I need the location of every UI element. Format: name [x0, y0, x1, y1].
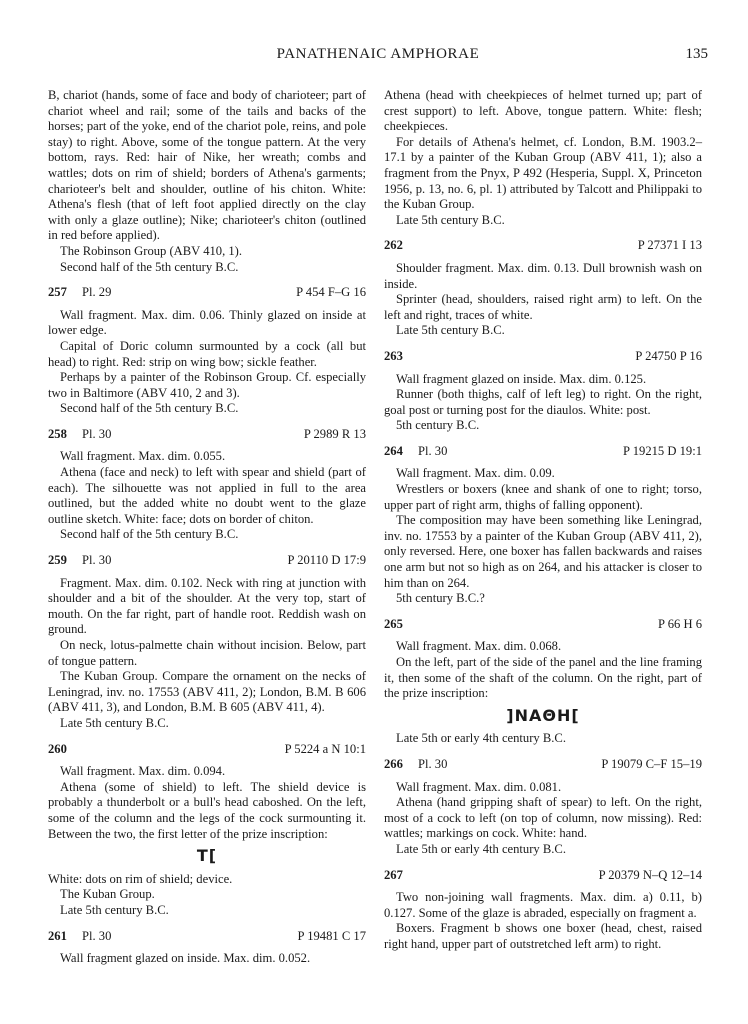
inventory-ref: P 66 H 6 — [658, 616, 702, 631]
entry-number: 261 — [48, 928, 67, 943]
entry-heading — [384, 617, 702, 633]
inventory-ref: P 19481 C 17 — [297, 928, 366, 943]
entry-heading — [48, 929, 366, 945]
entry-number: 264 — [384, 443, 403, 458]
left-column — [48, 88, 366, 967]
inventory-ref: P 20379 N–Q 12–14 — [598, 867, 702, 882]
entry-heading — [384, 868, 702, 884]
paragraph: White: dots on rim of shield; device. — [48, 871, 233, 886]
catalog-entry-263 — [384, 349, 702, 434]
entry-number: 267 — [384, 867, 403, 882]
entry-heading — [48, 742, 366, 758]
entry-number: 260 — [48, 741, 67, 756]
paragraph: Wall fragment glazed on inside. Max. dim. 0.125. — [396, 371, 647, 386]
page-header — [48, 46, 708, 68]
paragraph: The Robinson Group (ABV 410, 1). — [60, 243, 243, 258]
continued-entry — [48, 88, 366, 275]
catalog-entry-261 — [48, 929, 366, 967]
inventory-ref: P 24750 P 16 — [635, 348, 702, 363]
right-column — [384, 88, 702, 953]
catalog-entry-264 — [384, 444, 702, 607]
inventory-ref: P 19079 C–F 15–19 — [601, 756, 702, 771]
inventory-ref: P 2989 R 13 — [303, 426, 366, 441]
paragraph: Wall fragment. Max. dim. 0.094. — [60, 764, 226, 779]
paragraph: Wall fragment. Max. dim. 0.06. Thinly glazed on inside at lower edge. — [48, 307, 366, 338]
entry-number: 262 — [384, 238, 403, 253]
paragraph: Second half of the 5th century B.C. — [60, 401, 239, 416]
paragraph: Athena (hand gripping shaft of spear) to left. On the right, most of a cock to left (on top of column, now missing). Red: wattles; markings on cock. White: hand. — [384, 795, 702, 841]
paragraph: Late 5th or early 4th century B.C. — [396, 841, 566, 856]
paragraph: Athena (face and neck) to left with spear and shield (part of each). The silhouette was not applied in full to the area outlined, but the added white no doubt went to the glaze outline sketch. White: face; dots on border of chiton. — [48, 465, 366, 526]
paragraph: Late 5th century B.C. — [396, 212, 505, 227]
entry-heading — [48, 553, 366, 569]
paragraph: The Kuban Group. — [60, 887, 155, 902]
paragraph: Capital of Doric column surmounted by a cock (all but head) to right. Red: strip on wing bow; sickle feather. — [48, 338, 366, 369]
entry-heading — [384, 349, 702, 365]
plate-ref: Pl. 30 — [82, 426, 112, 441]
entry-number: 258 — [48, 426, 67, 441]
paragraph: Fragment. Max. dim. 0.102. Neck with ring at junction with shoulder and a bit of the shoulder. At the very top, start of mouth. On the far right, part of handle root. Reddish wash on ground. — [48, 575, 366, 637]
paragraph: Shoulder fragment. Max. dim. 0.13. Dull brownish wash on inside. — [384, 260, 702, 291]
paragraph: For details of Athena's helmet, cf. London, B.M. 1903.2–17.1 by a painter of the Kuban Group (ABV 411, 1); also a fragment from the Pnyx, P 492 (Hesperia, Suppl. X, Princeton 1956, p. 13, no. 6, pl. 1) attributed by Talcott and Philippaki to the Kuban Group. — [384, 134, 702, 212]
prize-inscription: ]NAΘH[ — [506, 705, 580, 725]
inventory-ref: P 19215 D 19:1 — [623, 443, 702, 458]
paragraph: The Kuban Group. Compare the ornament on the necks of Leningrad, inv. no. 17553 (ABV 411, 2); London, B.M. B 606 (ABV 411, 3), and London, B.M. B 605 (ABV 411, 4). — [48, 669, 366, 715]
paragraph: On neck, lotus-palmette chain without incision. Below, part of tongue pattern. — [48, 638, 366, 668]
prize-inscription: T[ — [196, 846, 218, 866]
paragraph: Wrestlers or boxers (knee and shank of one to right; torso, upper part of right arm, thighs of falling opponent). — [384, 482, 702, 512]
catalog-entry-259 — [48, 553, 366, 732]
paragraph: Late 5th century B.C. — [60, 902, 169, 917]
paragraph: 5th century B.C.? — [396, 591, 485, 606]
inventory-ref: P 454 F–G 16 — [296, 285, 366, 300]
plate-ref: Pl. 30 — [418, 443, 448, 458]
entry-heading — [48, 427, 366, 443]
catalog-entry-266 — [384, 757, 702, 858]
paragraph: Second half of the 5th century B.C. — [60, 527, 239, 542]
paragraph: Late 5th century B.C. — [396, 323, 505, 338]
running-title: PANATHENAIC AMPHORAE — [276, 46, 480, 62]
paragraph: Wall fragment. Max. dim. 0.081. — [396, 779, 562, 794]
catalog-entry-257 — [48, 285, 366, 417]
catalog-entry-262 — [384, 238, 702, 339]
entry-number: 266 — [384, 756, 403, 771]
page-number: 135 — [685, 46, 708, 62]
paragraph: Sprinter (head, shoulders, raised right arm) to left. On the left and right, traces of white. — [384, 292, 702, 322]
paragraph: Athena (head with cheekpieces of helmet turned up; part of crest support) to left. Above, tongue pattern. White: flesh; cheekpieces. — [384, 88, 702, 134]
paragraph: Runner (both thighs, calf of left leg) to right. On the right, goal post or turning post for the diaulos. White: post. — [384, 387, 702, 417]
continued-entry — [384, 88, 702, 228]
entry-heading — [384, 757, 702, 773]
paragraph: Wall fragment glazed on inside. Max. dim. 0.052. — [60, 951, 311, 966]
entry-number: 259 — [48, 553, 67, 568]
inventory-ref: P 20110 D 17:9 — [287, 553, 366, 568]
paragraph: 5th century B.C. — [396, 418, 480, 433]
entry-heading — [384, 238, 702, 254]
inventory-ref: P 5224 a N 10:1 — [284, 741, 366, 756]
catalog-entry-267 — [384, 868, 702, 953]
paragraph: Second half of the 5th century B.C. — [60, 259, 239, 274]
entry-number: 257 — [48, 285, 67, 300]
catalog-entry-265 — [384, 617, 702, 747]
paragraph: Athena (some of shield) to left. The shield device is probably a thunderbolt or a bull's head caboshed. On the left, some of the column and the legs of the cock surmounting it. Between the two, the first letter of the prize inscription: — [48, 779, 366, 841]
paragraph: Wall fragment. Max. dim. 0.09. — [396, 466, 555, 481]
inventory-ref: P 27371 I 13 — [637, 238, 702, 253]
paragraph: The composition may have been something like Leningrad, inv. no. 17553 by a painter of the Kuban Group (ABV 411, 2), only reversed. Here, one boxer has fallen backwards and raises one arm but not so high as on 264, and his attacker is closer to him than on 264. — [384, 513, 702, 590]
entry-number: 265 — [384, 616, 403, 631]
paragraph: Wall fragment. Max. dim. 0.068. — [396, 639, 562, 654]
plate-ref: Pl. 30 — [418, 756, 448, 771]
paragraph: On the left, part of the side of the panel and the line framing it, then some of the shaft of the column. On the right, part of the prize inscription: — [384, 655, 702, 701]
plate-ref: Pl. 29 — [82, 285, 112, 300]
plate-ref: Pl. 30 — [82, 928, 112, 943]
entry-heading — [384, 444, 702, 460]
entry-heading — [48, 285, 366, 301]
paragraph: Late 5th century B.C. — [60, 715, 169, 730]
catalog-entry-260 — [48, 742, 366, 919]
paragraph: Boxers. Fragment b shows one boxer (head, chest, raised right hand, upper part of outstretched left arm) to right. — [384, 921, 702, 951]
paragraph: Wall fragment. Max. dim. 0.055. — [60, 449, 226, 464]
paragraph: Late 5th or early 4th century B.C. — [396, 731, 566, 746]
paragraph: Two non-joining wall fragments. Max. dim. a) 0.11, b) 0.127. Some of the glaze is abraded, especially on fragment a. — [384, 890, 702, 920]
plate-ref: Pl. 30 — [82, 553, 112, 568]
paragraph: B, chariot (hands, some of face and body of charioteer; part of chariot wheel and rail; some of the tails and backs of the horses; part of the yoke, end of the chariot pole, reins, and pole stay) to right. Above, some of the tongue pattern. At the very bottom, rays. Red: hair of Nike, her wreath; combs and wattles; dots on rim of shield; borders of Athena's garments; charioteer's belt and shoulder, outline of his chiton. White: Athena's flesh (that of left foot applied directly on the clay with only a glaze outline); Nike; charioteer's chiton (outlined in red before applied). — [48, 88, 366, 243]
catalog-entry-258 — [48, 427, 366, 543]
entry-number: 263 — [384, 348, 403, 363]
paragraph: Perhaps by a painter of the Robinson Group. Cf. especially two in Baltimore (ABV 410, 2 and 3). — [48, 370, 366, 400]
